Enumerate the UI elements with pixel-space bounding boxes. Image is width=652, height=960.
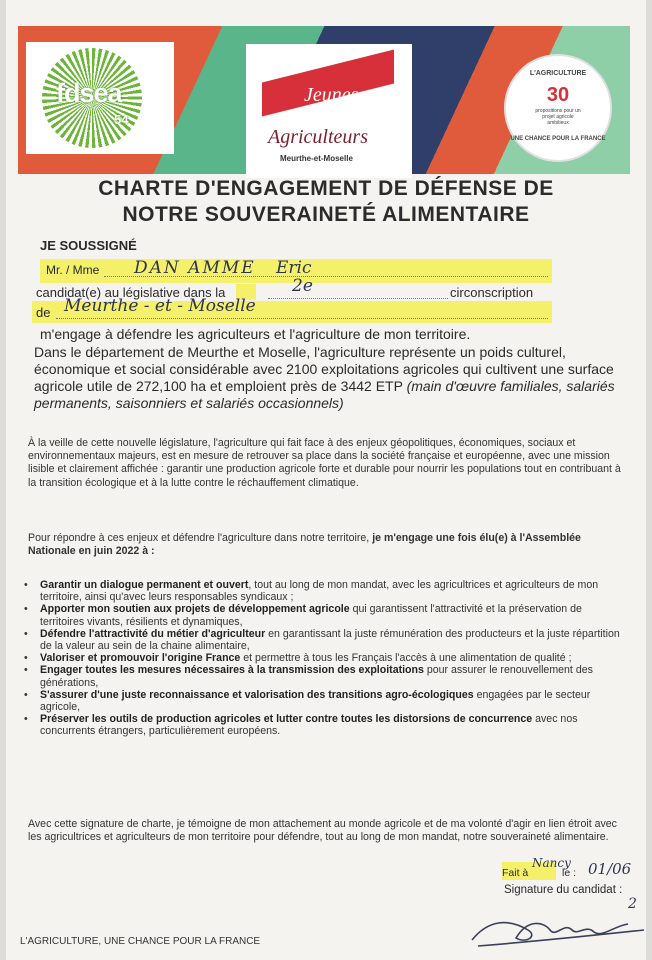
- fdsea-logo: [26, 42, 174, 154]
- engage-statement: m'engage à défendre les agriculteurs et l'agriculture de mon territoire.: [40, 326, 471, 342]
- commitment-text: et permettre à tous les Français l'accès à une alimentation de qualité ;: [240, 652, 572, 665]
- department-name: Meurthe - et - Moselle: [64, 296, 256, 316]
- commitment-bold: Valoriser et promouvoir l'origine France: [40, 652, 241, 665]
- document-title: [6, 176, 646, 228]
- commitment-text: qui garantissent l'attractivité et la préservation de territoires vivants, résilients et dynamiques,: [40, 603, 582, 628]
- commitment-item: [28, 579, 626, 603]
- fdsea-logo-text: fdsea: [56, 78, 122, 108]
- commitment-item: [28, 603, 626, 627]
- commitment-intro: [28, 532, 626, 558]
- commitment-bold: Apporter mon soutien aux projets de développement agricole: [40, 603, 350, 616]
- commitment-text: avec nos concurrents étrangers, particulièrement européens.: [40, 713, 578, 738]
- le-label: le :: [562, 867, 577, 879]
- charter-document: [6, 0, 646, 960]
- handwritten-signature: [468, 900, 646, 956]
- commitment-bold: S'assurer d'une juste reconnaissance et valorisation des transitions agro-écologiques: [40, 688, 474, 701]
- jeunes-agriculteurs-logo: [246, 44, 412, 178]
- commitment-item: [28, 652, 626, 664]
- commitment-text: pour assurer le renouvellement des générations,: [40, 664, 593, 689]
- closing-paragraph: Avec cette signature de charte, je témoigne de mon attachement au monde agricole et de ma volonté d'agir en lien étroit avec les agricultrices et agriculteurs de mon territoire pour défendre, tout au long de mon mandat, notre souveraineté alimentaire.: [28, 818, 617, 844]
- circonscription-label: circonscription: [450, 285, 534, 300]
- signature-extra: 2: [628, 896, 637, 912]
- commitment-item: [28, 689, 626, 713]
- commitment-text: , tout au long de mon mandat, avec les agricultrices et agriculteurs de mon territoire, ainsi qu'avec leurs responsables syndicaux ;: [40, 579, 599, 604]
- signature-place: Nancy: [532, 856, 571, 870]
- title-line-1: CHARTE D'ENGAGEMENT DE DÉFENSE DE: [98, 177, 554, 200]
- candidate-firstname: Eric: [276, 258, 312, 278]
- candidat-label: candidat(e) au législative dans la: [36, 285, 226, 300]
- commitment-item: [28, 713, 626, 737]
- campaign-badge: [504, 54, 612, 162]
- commitment-item: [28, 628, 626, 652]
- candidate-name: DAN AMME: [134, 258, 256, 278]
- ja-agriculteurs-text: Agriculteurs: [268, 126, 368, 148]
- commitment-bold: Défendre l'attractivité du métier d'agriculteur: [40, 627, 266, 640]
- context-paragraph: À la veille de cette nouvelle législature, l'agriculture qui fait face à des enjeux géopolitiques, économiques, sociaux et environnementaux majeurs, est en mesure de retrouver sa place dans la société française et européenne, avec une mission lisible et clairement affichée : garantir une production agricole forte et durable pour nourrir les populations tout en contribuant à la transition écologique et à la lutte contre le réchauffement climatique.: [28, 437, 621, 489]
- commitment-bold: Garantir un dialogue permanent et ouvert: [40, 579, 249, 591]
- badge-top-text: L'AGRICULTURE: [529, 70, 587, 77]
- circ-dotted-line: [268, 298, 448, 299]
- dept-dotted-line: [56, 318, 548, 319]
- signature-date: 01/06: [588, 860, 632, 878]
- commitment-item: [28, 664, 626, 688]
- intro-paragraph: [34, 344, 624, 412]
- badge-number: 30: [546, 84, 570, 106]
- title-line-2: NOTRE SOUVERAINETÉ ALIMENTAIRE: [122, 203, 530, 226]
- mr-mme-label: Mr. / Mme: [46, 263, 100, 277]
- header-banner: [6, 18, 646, 168]
- circonscription-number: 2e: [292, 276, 313, 296]
- fdsea-dept-number: 54: [114, 112, 129, 127]
- fait-a-label: Fait à: [502, 867, 529, 879]
- intro-italic: (main d'œuvre familiales, salariés permanents, saisonniers et salariés occasionnels): [34, 378, 615, 411]
- ja-jeunes-text: Jeunes: [304, 84, 359, 106]
- commitment-intro-text: Pour répondre à ces enjeux et défendre l'agriculture dans notre territoire,: [28, 532, 370, 544]
- intro-text: Dans le département de Meurthe et Moselle, l'agriculture représente un poids culturel, économique et social considérable avec 2100 exploitations agricoles qui cultivent une surface agricole utile de 272,100 ha et emploient près de 3442 ETP: [34, 344, 614, 394]
- commitment-bold: Préserver les outils de production agricoles et lutter contre toutes les distorsions de concurrence: [40, 713, 533, 726]
- commitment-text: engagées par le secteur agricole,: [40, 688, 591, 714]
- je-soussigne-label: JE SOUSSIGNÉ: [40, 238, 137, 253]
- commitment-text: en garantissant la juste rémunération des producteurs et la juste répartition de la valeur au sein de la chaine alimentaire,: [40, 627, 620, 653]
- badge-bottom-text: UNE CHANCE POUR LA FRANCE: [510, 136, 606, 142]
- de-label: de: [36, 305, 51, 320]
- ja-dept-text: Meurthe-et-Moselle: [280, 154, 353, 163]
- commitment-intro-bold: je m'engage une fois élu(e) à l'Assemblée Nationale en juin 2022 à :: [28, 532, 581, 558]
- commitment-bold: Engager toutes les mesures nécessaires à la transmission des exploitations: [40, 664, 424, 677]
- signature-label: Signature du candidat :: [504, 884, 623, 896]
- badge-subtitle: propositions pour un projet agricole ambitieux: [535, 108, 581, 126]
- footer-slogan: L'AGRICULTURE, UNE CHANCE POUR LA FRANCE: [20, 936, 261, 947]
- commitments-list: [28, 579, 626, 738]
